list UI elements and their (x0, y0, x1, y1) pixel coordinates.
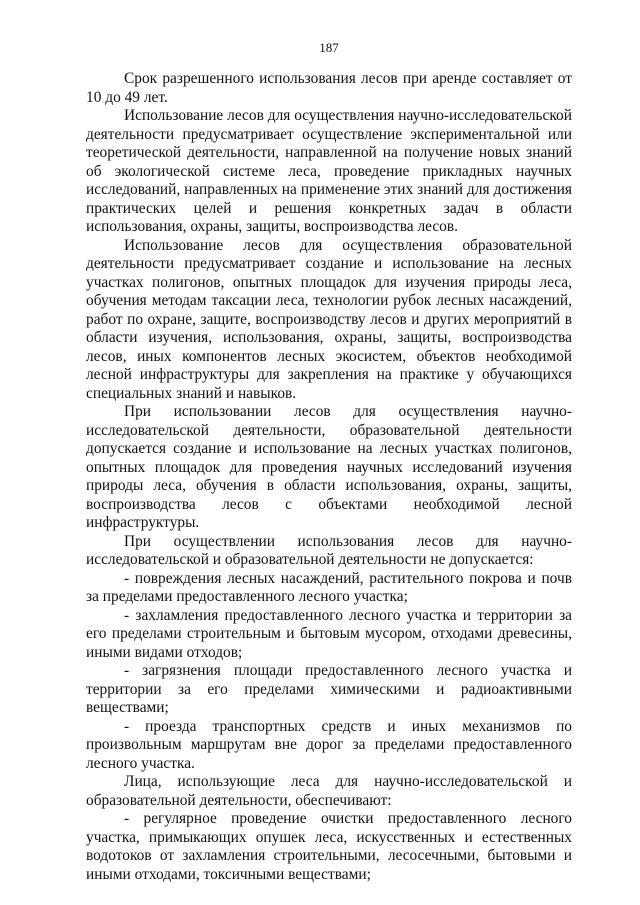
paragraph-obligations-intro: Лица, использующие леса для научно-исследовательской и образовательной деятельности, обеспечивают: (86, 773, 572, 809)
list-item-cleaning: - регулярное проведение очистки предоставленного лесного участка, примыкающих опушек леса, искусственных и естественных водотоков от захламления строительными, лесосечными, бытовыми и иными отходами, токсичными веществами; (86, 810, 572, 883)
list-item-vehicle-passage: - проезда транспортных средств и иных механизмов по произвольным маршрутам вне дорог за пределами предоставленного лесного участка. (86, 717, 572, 772)
paragraph-educational-use: Использование лесов для осуществления образовательной деятельности предусматривает создание и использование на лесных участках полигонов, опытных площадок для изучения природы леса, обучения методам таксации леса, технологии рубок лесных насаждений, работ по охране, защите, воспроизводству лесов и других мероприятий в области изучения, использования, охраны, защиты, воспроизводства лесов, иных компонентов лесных экосистем, объектов необходимой лесной инфраструктуры для закрепления на практике у обучающихся специальных знаний и навыков. (86, 236, 572, 402)
page-number: 187 (319, 40, 339, 55)
list-item-damage: - повреждения лесных насаждений, растительного покрова и почв за пределами предоставленного лесного участка; (86, 569, 572, 605)
document-body (86, 70, 572, 884)
paragraph-lease-term: Срок разрешенного использования лесов при аренде составляет от 10 до 49 лет. (86, 70, 572, 106)
paragraph-permitted-activities: При использовании лесов для осуществления научно-исследовательской деятельности, образовательной деятельности допускается создание и использование на лесных участках полигонов, опытных площадок для проведения научных исследований изучения природы леса, обучения в области использования, охраны, защиты, воспроизводства лесов с объектами необходимой лесной инфраструктуры. (86, 403, 572, 531)
list-item-pollution: - загрязнения площади предоставленного лесного участка и территории за его пределами химическими и радиоактивными веществами; (86, 662, 572, 716)
paragraph-prohibitions-intro: При осуществлении использования лесов для научно-исследовательской и образовательной деятельности не допускается: (86, 532, 572, 568)
list-item-littering: - захламления предоставленного лесного участка и территории за его пределами строительным и бытовым мусором, отходами древесины, иными видами отходов; (86, 606, 572, 661)
paragraph-research-use: Использование лесов для осуществления научно-исследовательской деятельности предусматривает осуществление экспериментальной или теоретической деятельности, направленной на получение новых знаний об экологической системе леса, проведение прикладных научных исследований, направленных на применение этих знаний для достижения практических целей и решения конкретных задач в области использования, охраны, защиты, воспроизводства лесов. (86, 107, 572, 235)
